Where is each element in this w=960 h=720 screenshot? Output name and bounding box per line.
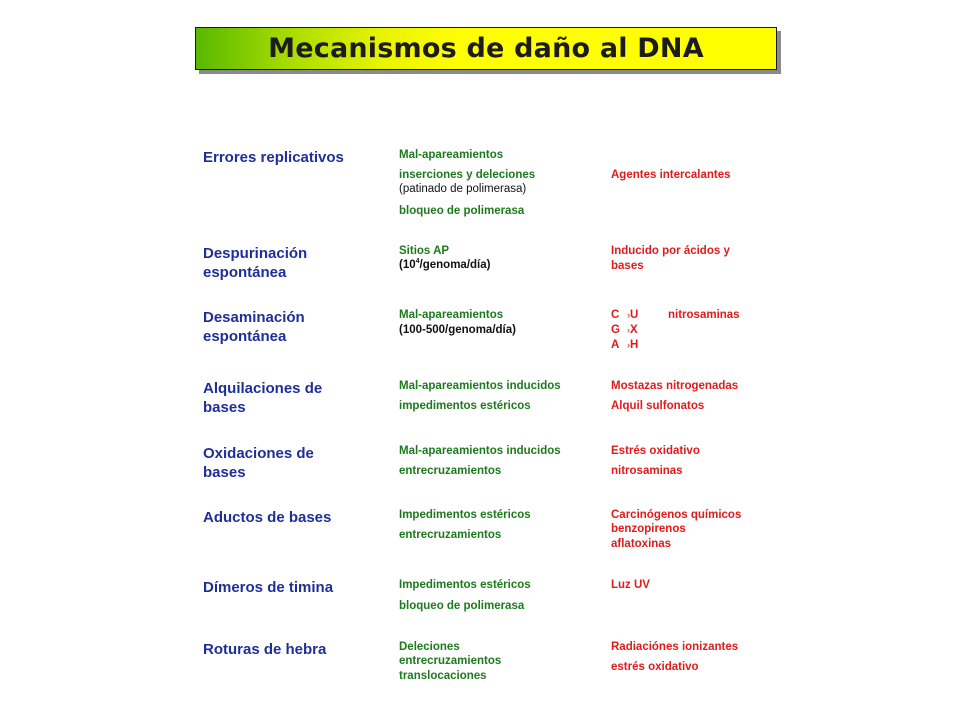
- category-label: [203, 444, 393, 482]
- category-label: Errores replicativos: [203, 149, 344, 166]
- agent-item: estrés oxidativo: [611, 661, 699, 673]
- arrow-icon: ›: [627, 310, 630, 320]
- effect-item: Mal-apareamientos inducidos: [399, 445, 561, 457]
- agent-item: bases: [611, 260, 644, 272]
- category-line: Desaminación: [203, 309, 305, 326]
- category-line: Oxidaciones de: [203, 445, 314, 462]
- agent-item: nitrosaminas: [611, 465, 683, 477]
- category-line: Despurinación: [203, 245, 308, 262]
- effect-item: Mal-apareamientos: [399, 309, 504, 321]
- effect-item: Mal-apareamientos: [399, 149, 504, 161]
- category-label: [203, 308, 393, 346]
- effect-item: entrecruzamientos: [399, 465, 502, 477]
- agent-item: Agentes intercalantes: [611, 169, 731, 181]
- agent-item: Mostazas nitrogenadas: [611, 380, 739, 392]
- arrow-icon: ›: [627, 340, 630, 350]
- category-label: Roturas de hebra: [203, 641, 327, 658]
- agent-item: Carcinógenos químicos: [611, 509, 742, 521]
- effect-item: entrecruzamientos: [399, 529, 502, 541]
- agent-item: Alquil sulfonatos: [611, 400, 705, 412]
- arrow-icon: ›: [627, 325, 630, 335]
- effect-item: Impedimentos estéricos: [399, 509, 531, 521]
- agent-item: Luz UV: [611, 579, 650, 591]
- effect-item: entrecruzamientos: [399, 655, 502, 667]
- base-transition: A ›H: [611, 339, 639, 351]
- title-banner: [195, 27, 777, 70]
- effect-item: bloqueo de polimerasa: [399, 205, 525, 217]
- page-title: Mecanismos de daño al DNA: [268, 33, 704, 64]
- effect-item: Deleciones: [399, 641, 460, 653]
- base-transition: G ›X: [611, 324, 638, 336]
- effect-rate: $(10^4/genoma/día)$: [399, 258, 491, 271]
- agent-item: aflatoxinas: [611, 538, 672, 550]
- category-line: bases: [203, 399, 246, 416]
- effect-rate: (100-500/genoma/día): [399, 324, 516, 336]
- category-label: Dímeros de timina: [203, 579, 334, 596]
- category-line: espontánea: [203, 264, 287, 281]
- category-line: espontánea: [203, 328, 287, 345]
- category-label: Aductos de bases: [203, 509, 332, 526]
- agent-item: benzopirenos: [611, 523, 686, 535]
- exponent: 4: [415, 258, 420, 266]
- effect-item: inserciones y deleciones: [399, 169, 536, 181]
- effect-item: Impedimentos estéricos: [399, 579, 531, 591]
- base-transition: C ›U: [611, 309, 639, 321]
- effect-note: (patinado de polimerasa): [399, 183, 527, 195]
- agent-item: nitrosaminas: [668, 309, 740, 321]
- category-line: Alquilaciones de: [203, 380, 323, 397]
- category-label: [203, 244, 393, 282]
- category-label: [203, 379, 393, 417]
- effect-item: Sitios AP: [399, 245, 450, 257]
- category-line: bases: [203, 464, 246, 481]
- agent-item: Inducido por ácidos y: [611, 245, 730, 257]
- effect-item: impedimentos estéricos: [399, 400, 531, 412]
- agent-item: Radiaciónes ionizantes: [611, 641, 739, 653]
- agent-item: Estrés oxidativo: [611, 445, 700, 457]
- effect-item: translocaciones: [399, 670, 487, 682]
- effect-item: bloqueo de polimerasa: [399, 600, 525, 612]
- effect-item: Mal-apareamientos inducidos: [399, 380, 561, 392]
